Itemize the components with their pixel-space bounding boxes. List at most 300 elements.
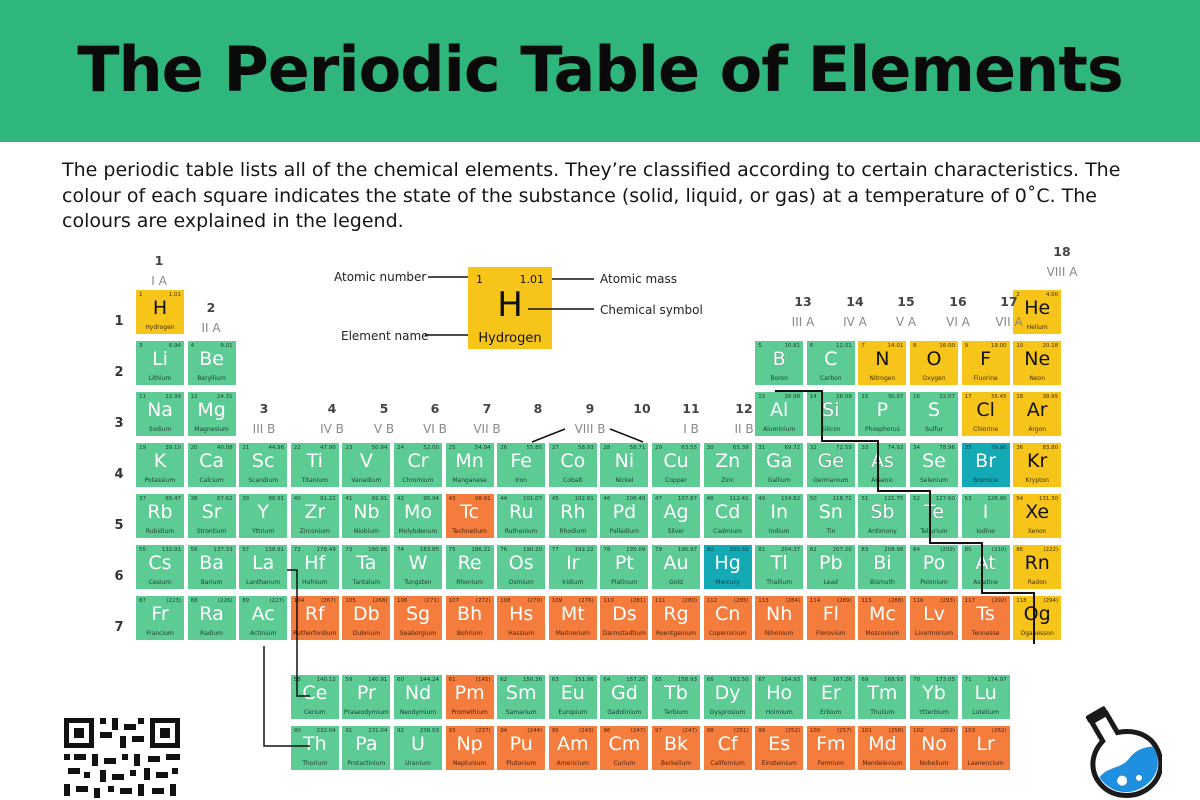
atomic-mass: 20.18 <box>1042 343 1059 349</box>
atomic-number: 101 <box>861 728 872 734</box>
atomic-number: 73 <box>345 547 353 553</box>
element-name: Manganese <box>452 477 487 484</box>
atomic-mass: (226) <box>217 598 233 604</box>
atomic-number: 58 <box>293 677 301 683</box>
element-at <box>962 545 1010 589</box>
atomic-number: 14 <box>809 394 817 400</box>
element-xe <box>1013 494 1061 538</box>
element-np <box>446 726 494 770</box>
group-number: 8 <box>533 401 543 416</box>
element-symbol: No <box>921 733 947 755</box>
element-mg <box>188 392 236 436</box>
element-cl <box>962 392 1010 436</box>
element-name: Iron <box>515 477 527 484</box>
atomic-mass: 196.97 <box>677 547 697 553</box>
atomic-mass: 158.93 <box>677 677 697 683</box>
element-symbol: Os <box>508 552 534 574</box>
group-number: 1 <box>154 253 164 268</box>
element-am <box>549 726 597 770</box>
group-roman-label: IV A <box>843 315 867 329</box>
element-fl <box>807 596 855 640</box>
atomic-number: 91 <box>345 728 353 734</box>
element-os <box>497 545 545 589</box>
element-symbol: Mc <box>868 603 896 625</box>
atomic-number: 5 <box>758 343 762 349</box>
element-symbol: At <box>975 552 996 574</box>
element-symbol: Mo <box>403 501 433 523</box>
atomic-number: 25 <box>448 445 456 451</box>
element-cu <box>652 443 700 487</box>
atomic-mass: 78.96 <box>939 445 955 451</box>
atomic-mass: 55.85 <box>526 445 543 451</box>
period-number: 3 <box>114 416 124 431</box>
element-name: Sodium <box>148 426 172 433</box>
atomic-mass: 30.97 <box>887 394 904 400</box>
atomic-number: 44 <box>500 496 508 502</box>
element-symbol: Co <box>560 450 586 472</box>
atomic-number: 52 <box>913 496 920 502</box>
element-symbol: Ho <box>766 682 793 704</box>
element-yb <box>910 675 958 719</box>
element-symbol: Rg <box>663 603 689 625</box>
element-name: Neon <box>1029 375 1046 382</box>
element-er <box>807 675 855 719</box>
element-name: Gallium <box>767 477 791 484</box>
atomic-mass: 95.94 <box>423 496 439 502</box>
element-name: Rutherfordium <box>293 630 337 637</box>
atomic-number: 39 <box>242 496 250 502</box>
group-roman-label: V A <box>895 315 917 329</box>
element-k <box>136 443 184 487</box>
element-symbol: Sr <box>201 501 222 523</box>
element-og <box>1013 596 1061 640</box>
element-symbol: Tl <box>770 552 788 574</box>
element-nd <box>394 675 442 719</box>
element-name: Bromine <box>973 477 999 484</box>
element-ag <box>652 494 700 538</box>
element-symbol: Lu <box>974 682 997 704</box>
atomic-mass: 186.21 <box>471 547 491 553</box>
element-name: Chlorine <box>973 426 999 433</box>
element-symbol: Lv <box>923 603 945 625</box>
element-rg <box>652 596 700 640</box>
atomic-mass: 39.10 <box>165 445 181 451</box>
element-symbol: Am <box>557 733 589 755</box>
element-hg <box>704 545 752 589</box>
atomic-number: 47 <box>655 496 662 502</box>
atomic-number: 107 <box>448 598 460 604</box>
element-symbol: N <box>875 348 890 370</box>
element-gd <box>600 675 648 719</box>
element-zn <box>704 443 752 487</box>
element-symbol: Sg <box>405 603 431 625</box>
element-symbol: Ba <box>199 552 224 574</box>
element-w <box>394 545 442 589</box>
atomic-number: 79 <box>655 547 662 553</box>
element-symbol: Tb <box>664 682 688 704</box>
element-fr <box>136 596 184 640</box>
atomic-number: 96 <box>603 728 611 734</box>
group-roman-label: III A <box>791 315 815 329</box>
element-name: Tellurium <box>920 528 948 535</box>
atomic-mass: 208.98 <box>884 547 904 553</box>
element-cm <box>600 726 648 770</box>
element-lv <box>910 596 958 640</box>
atomic-mass: 190.20 <box>522 547 543 553</box>
element-rf <box>291 596 339 640</box>
atomic-number: 64 <box>603 677 611 683</box>
element-symbol: Mg <box>197 399 226 421</box>
atomic-number: 9 <box>964 343 969 349</box>
atomic-number: 38 <box>190 496 198 502</box>
atomic-mass: (270) <box>527 598 543 604</box>
period-number: 5 <box>114 518 124 533</box>
group-number: 13 <box>794 294 812 309</box>
element-name: Neodymium <box>399 709 437 716</box>
atomic-number: 71 <box>964 677 972 683</box>
element-ho <box>755 675 803 719</box>
atomic-number: 105 <box>345 598 356 604</box>
element-f <box>962 341 1010 385</box>
element-name: Livermorium <box>915 630 953 637</box>
element-pm <box>446 675 494 719</box>
element-name: Dysprosium <box>709 709 746 716</box>
element-name: Lutetium <box>972 709 999 716</box>
element-name: Potassium <box>144 477 176 484</box>
atomic-mass: 91.22 <box>320 496 336 502</box>
element-name: Gadolinium <box>607 709 642 716</box>
atomic-number: 55 <box>139 547 146 553</box>
element-symbol: Kr <box>1027 450 1048 472</box>
group-number: 15 <box>897 294 915 309</box>
element-symbol: Lr <box>976 733 995 755</box>
element-mn <box>446 443 494 487</box>
atomic-mass: 63.55 <box>681 445 697 451</box>
element-symbol: W <box>408 552 428 574</box>
atomic-mass: 107.87 <box>677 496 697 502</box>
element-name: Xenon <box>1027 528 1047 535</box>
element-name: Holmium <box>765 709 793 716</box>
element-name: Oganesson <box>1020 630 1054 637</box>
element-symbol: Y <box>257 501 269 523</box>
element-name: Aluminium <box>763 426 796 433</box>
element-u <box>394 726 442 770</box>
qr-code-icon <box>64 718 180 800</box>
atomic-mass: 174.97 <box>987 677 1007 683</box>
element-symbol: Cl <box>976 399 995 421</box>
key-label-chemical-symbol: Chemical symbol <box>600 303 703 317</box>
element-symbol: Tc <box>460 501 479 523</box>
atomic-number: 37 <box>139 496 146 502</box>
element-name: Cesium <box>148 579 172 586</box>
element-na <box>136 392 184 436</box>
element-symbol: Md <box>868 733 897 755</box>
element-lr <box>962 726 1010 770</box>
element-ac <box>239 596 287 640</box>
element-zr <box>291 494 339 538</box>
element-symbol: Si <box>822 399 840 421</box>
atomic-number: 26 <box>500 445 508 451</box>
element-name: Berkelium <box>660 760 692 767</box>
element-name: Nobelium <box>919 760 949 767</box>
atomic-mass: (222) <box>1043 547 1059 553</box>
element-mc <box>858 596 906 640</box>
atomic-mass: 10.81 <box>784 343 801 349</box>
element-name: Iridium <box>562 579 584 586</box>
atomic-mass: 126.90 <box>987 496 1007 502</box>
element-name: Darmstadtium <box>602 630 646 637</box>
element-name: Antimony <box>867 528 897 535</box>
element-symbol: Cd <box>714 501 741 523</box>
atomic-number: 42 <box>397 496 404 502</box>
element-symbol: Zr <box>304 501 326 523</box>
element-name: Zinc <box>721 477 735 484</box>
element-symbol: Yb <box>922 682 946 704</box>
element-symbol: P <box>876 399 889 421</box>
element-name: Tungsten <box>404 579 432 586</box>
element-symbol: Og <box>1023 603 1051 625</box>
element-symbol: Sb <box>870 501 895 523</box>
atomic-mass: (289) <box>837 598 852 604</box>
atomic-mass: 157.25 <box>626 677 646 683</box>
atomic-number: 46 <box>603 496 611 502</box>
atomic-mass: 106.40 <box>626 496 646 502</box>
element-hs <box>497 596 545 640</box>
atomic-number: 104 <box>293 598 305 604</box>
element-name: Promethium <box>451 709 488 716</box>
atomic-mass: 118.71 <box>832 496 852 502</box>
atomic-number: 4 <box>190 343 195 349</box>
atomic-mass: (209) <box>940 547 955 553</box>
atomic-mass: 58.71 <box>629 445 646 451</box>
element-name: Platinum <box>611 579 638 586</box>
element-lu <box>962 675 1010 719</box>
element-y <box>239 494 287 538</box>
atomic-number: 36 <box>1016 445 1024 451</box>
atomic-mass: (247) <box>630 728 646 734</box>
element-db <box>342 596 390 640</box>
atomic-mass: 26.98 <box>784 394 801 400</box>
atomic-mass: 32.07 <box>939 394 955 400</box>
atomic-mass: 35.45 <box>990 394 1007 400</box>
atomic-number: 16 <box>913 394 920 400</box>
atomic-number: 95 <box>551 728 559 734</box>
element-name: Ytterbium <box>919 709 949 716</box>
atomic-mass: 79.90 <box>990 445 1007 451</box>
atomic-mass: 47.90 <box>320 445 336 451</box>
element-symbol: Rb <box>147 501 173 523</box>
atomic-mass: (293) <box>940 598 955 604</box>
atomic-mass: (223) <box>166 598 181 604</box>
element-name: Curium <box>613 760 636 767</box>
atomic-mass: 132.91 <box>161 547 181 553</box>
element-b <box>755 341 803 385</box>
element-n <box>858 341 906 385</box>
element-ra <box>188 596 236 640</box>
atomic-mass: (210) <box>991 547 1007 553</box>
element-name: Ruthenium <box>504 528 538 535</box>
element-name: Tin <box>826 528 836 535</box>
element-rh <box>549 494 597 538</box>
element-name: Uranium <box>405 760 431 767</box>
atomic-mass: 69.72 <box>784 445 801 451</box>
atomic-number: 69 <box>861 677 869 683</box>
atomic-mass: 127.60 <box>935 496 955 502</box>
atomic-number: 100 <box>809 728 821 734</box>
group-roman-label: I B <box>683 422 699 436</box>
element-nh <box>755 596 803 640</box>
element-name: Barium <box>200 579 223 586</box>
atomic-number: 10 <box>1016 343 1024 349</box>
element-o <box>910 341 958 385</box>
element-name: Nitrogen <box>869 375 896 382</box>
atomic-number: 54 <box>1016 496 1024 502</box>
atomic-number: 94 <box>500 728 508 734</box>
element-name: Magnesium <box>194 426 229 433</box>
element-name: Iodine <box>976 528 995 535</box>
element-name: Strontium <box>196 528 227 535</box>
element-name: Nickel <box>615 477 634 484</box>
element-sb <box>858 494 906 538</box>
atomic-mass: (294) <box>1043 598 1059 604</box>
element-name: Americium <box>556 760 589 767</box>
atomic-mass: 40.08 <box>216 445 233 451</box>
element-symbol: Nh <box>766 603 793 625</box>
element-name: Beryllium <box>197 375 226 382</box>
element-name: Moscovium <box>865 630 900 637</box>
element-symbol: Xe <box>1025 501 1050 523</box>
period-number: 4 <box>114 467 124 482</box>
element-name: Oxygen <box>922 375 946 382</box>
element-symbol: Cs <box>148 552 172 574</box>
element-name: Rubidium <box>145 528 175 535</box>
element-symbol: Gd <box>610 682 638 704</box>
element-name: Lanthanum <box>246 579 281 586</box>
atomic-mass: 112.41 <box>729 496 749 502</box>
group-roman-label: VIII B <box>574 422 606 436</box>
element-symbol: F <box>980 348 992 370</box>
atomic-number: 115 <box>861 598 872 604</box>
key-label-atomic-number: Atomic number <box>334 270 427 284</box>
atomic-number: 109 <box>551 598 563 604</box>
element-symbol: B <box>772 348 786 370</box>
atomic-mass: (237) <box>475 728 491 734</box>
element-symbol: Se <box>922 450 946 472</box>
atomic-number: 3 <box>139 343 143 349</box>
atomic-mass: (285) <box>733 598 749 604</box>
element-name: Rhenium <box>456 579 483 586</box>
atomic-mass: (262) <box>991 728 1007 734</box>
atomic-number: 53 <box>964 496 972 502</box>
atomic-number: 59 <box>345 677 353 683</box>
element-symbol: Mt <box>560 603 585 625</box>
element-symbol: H <box>152 297 168 319</box>
element-symbol: Th <box>302 733 327 755</box>
element-name: Yttrium <box>252 528 275 535</box>
element-tc <box>446 494 494 538</box>
group-roman-label: VI B <box>423 422 447 436</box>
period-number: 7 <box>114 620 124 635</box>
atomic-mass: (227) <box>269 598 285 604</box>
element-symbol: He <box>1024 297 1051 319</box>
element-po <box>910 545 958 589</box>
element-sr <box>188 494 236 538</box>
element-bh <box>446 596 494 640</box>
group-number: 14 <box>846 294 864 309</box>
element-name: Osmium <box>508 579 534 586</box>
atomic-number: 76 <box>500 547 508 553</box>
atomic-number: 6 <box>809 343 814 349</box>
element-mt <box>549 596 597 640</box>
element-name: Actinium <box>249 630 277 637</box>
element-symbol: Rn <box>1024 552 1050 574</box>
element-es <box>755 726 803 770</box>
atomic-mass: 83.80 <box>1042 445 1059 451</box>
group-number: 12 <box>735 401 753 416</box>
atomic-number: 19 <box>139 445 146 451</box>
key-chemical-symbol: H <box>497 285 523 325</box>
atomic-number: 66 <box>706 677 714 683</box>
atomic-mass: 19.00 <box>990 343 1007 349</box>
element-symbol: V <box>359 450 373 472</box>
group-roman-label: II A <box>201 321 221 335</box>
element-symbol: Pd <box>612 501 637 523</box>
element-h <box>136 290 184 334</box>
element-name: Silver <box>667 528 685 535</box>
atomic-mass: 101.07 <box>522 496 543 502</box>
atomic-mass: (257) <box>837 728 852 734</box>
element-br <box>962 443 1010 487</box>
atomic-number: 28 <box>603 445 611 451</box>
atomic-number: 31 <box>758 445 766 451</box>
element-name: Calcium <box>199 477 224 484</box>
atomic-mass: (267) <box>321 598 336 604</box>
element-symbol: In <box>770 501 789 523</box>
element-name: Hassium <box>508 630 535 637</box>
element-symbol: Ca <box>199 450 225 472</box>
atomic-mass: 16.00 <box>939 343 955 349</box>
atomic-number: 33 <box>861 445 869 451</box>
element-name: Silicon <box>821 426 841 433</box>
element-th <box>291 726 339 770</box>
element-name: Gold <box>669 579 683 586</box>
group-number: 5 <box>379 401 389 416</box>
element-symbol: Ce <box>302 682 328 704</box>
atomic-mass: 183.85 <box>419 547 439 553</box>
element-name: Einsteinium <box>761 760 797 767</box>
atomic-mass: 65.39 <box>732 445 749 451</box>
atomic-number: 84 <box>913 547 920 553</box>
atomic-mass: 195.09 <box>626 547 646 553</box>
element-name: Flerovium <box>815 630 846 637</box>
element-ds <box>600 596 648 640</box>
atomic-number: 22 <box>293 445 301 451</box>
element-name: Chromium <box>402 477 434 484</box>
element-name: Dubnium <box>352 630 381 637</box>
element-symbol: Pa <box>355 733 378 755</box>
element-symbol: Fm <box>816 733 846 755</box>
group-number: 9 <box>585 401 595 416</box>
element-name: Lithium <box>148 375 172 382</box>
element-symbol: Ni <box>614 450 635 472</box>
element-name: Krypton <box>1025 477 1049 484</box>
element-cf <box>704 726 752 770</box>
group-number: 4 <box>327 401 337 416</box>
element-symbol: Np <box>456 733 483 755</box>
element-name: Plutonium <box>506 760 537 767</box>
element-name: Cadmium <box>713 528 743 535</box>
atomic-mass: 180.95 <box>368 547 388 553</box>
